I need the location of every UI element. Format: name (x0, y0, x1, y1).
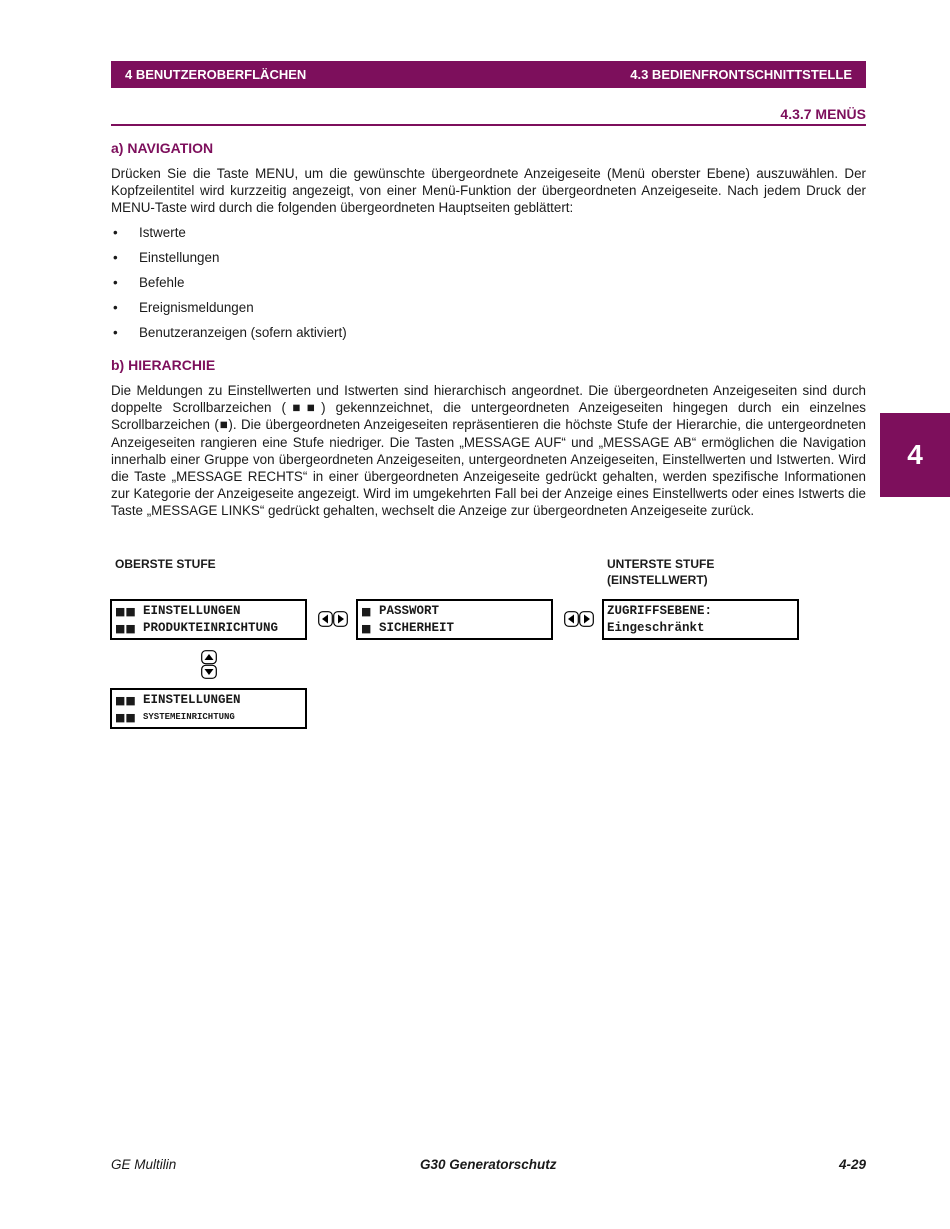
hierarchy-heading: b) HIERARCHIE (111, 357, 216, 373)
double-scroll-mark: ■■ (115, 694, 136, 707)
display-line: EINSTELLUNGEN (143, 693, 241, 707)
bottom-level-label-line1: UNTERSTE STUFE (607, 557, 715, 571)
display-box-access-level (602, 599, 799, 640)
navigation-paragraph: Drücken Sie die Taste MENU, um die gewünschte übergeordnete Anzeigeseite (Menü oberster Ebene) auszuwählen. Der Kopfzeilentitel wird kurzzeitig angezeigt, von einer Menü-Funktion der übergeordneten Anzeigeseite. Nach jedem Druck der MENU-Taste wird durch die folgenden übergeordneten Hauptseiten geblättert: (111, 166, 866, 216)
bottom-level-label-line2: (EINSTELLWERT) (607, 573, 708, 587)
display-line: SICHERHEIT (379, 621, 455, 635)
list-item: • Istwerte (111, 224, 347, 249)
chapter-title: 4 BENUTZEROBERFLÄCHEN (125, 67, 307, 82)
display-line: PRODUKTEINRICHTUNG (143, 621, 279, 635)
single-scroll-mark: ■ (361, 605, 372, 618)
bottom-level-label (607, 556, 714, 588)
footer-page-number: 4-29 (838, 1157, 866, 1172)
list-item: • Einstellungen (111, 249, 347, 274)
chapter-tab: 4 (880, 413, 950, 497)
subsection-heading: 4.3.7 MENÜS (111, 106, 866, 126)
left-right-arrows-icon (564, 611, 594, 627)
chapter-header-bar (111, 61, 866, 88)
display-box-password-security (356, 599, 553, 640)
hierarchy-paragraph: Die Meldungen zu Einstellwerten und Istwerten sind hierarchisch angeordnet. Die übergeordneten Anzeigeseiten sind durch doppelte Scrollbarzeichen (■■) gekennzeichnet, die untergeordneten Anzeigeseiten hingegen durch ein einzelnes Scrollbarzeichen (■). Die übergeordneten Anzeigeseiten repräsentieren die höchste Stufe der Hierarchie, die untergeordneten Anzeigeseiten rangieren eine Stufe niedriger. Die Tasten „MESSAGE AUF“ und „MESSAGE AB“ ermöglichen die Navigation innerhalb einer Gruppe von übergeordneten Anzeigeseiten, untergeordneten Anzeigeseiten, Einstellwerten und Istwerten. Wird die Taste „MESSAGE RECHTS“ in einer übergeordneten Anzeigeseite gedrückt gehalten, werden spezifische Informationen zur Kategorie der Anzeigeseite angezeigt. Wird im umgekehrten Fall bei der Anzeige eines Einstellwerts oder eines Istwerts die Taste „MESSAGE LINKS“ gedrückt gehalten, wechselt die Anzeige zur übergeordneten Anzeigeseite zurück. (111, 383, 866, 519)
footer-product: G30 Generatorschutz (420, 1157, 557, 1172)
top-level-label: OBERSTE STUFE (115, 557, 216, 571)
list-item: • Ereignismeldungen (111, 299, 347, 324)
list-item: • Benutzeranzeigen (sofern aktiviert) (111, 324, 347, 349)
display-line: PASSWORT (379, 604, 440, 618)
single-scroll-mark: ■ (361, 622, 372, 635)
display-box-settings-product (110, 599, 307, 640)
display-line: SYSTEMEINRICHTUNG (143, 712, 235, 722)
section-title: 4.3 BEDIENFRONTSCHNITTSTELLE (630, 67, 852, 82)
left-right-arrows-icon (318, 611, 348, 627)
list-item: • Befehle (111, 274, 347, 299)
double-scroll-mark: ■■ (115, 711, 136, 724)
navigation-heading: a) NAVIGATION (111, 140, 214, 156)
display-box-settings-system (110, 688, 307, 729)
main-pages-list (111, 224, 347, 349)
footer-company: GE Multilin (111, 1157, 177, 1172)
double-scroll-mark: ■■ (115, 622, 136, 635)
up-down-arrows-icon (201, 650, 217, 679)
display-line: EINSTELLUNGEN (143, 604, 241, 618)
double-scroll-mark: ■■ (115, 605, 136, 618)
display-line: Eingeschränkt (607, 621, 705, 635)
display-line: ZUGRIFFSEBENE: (607, 604, 713, 618)
